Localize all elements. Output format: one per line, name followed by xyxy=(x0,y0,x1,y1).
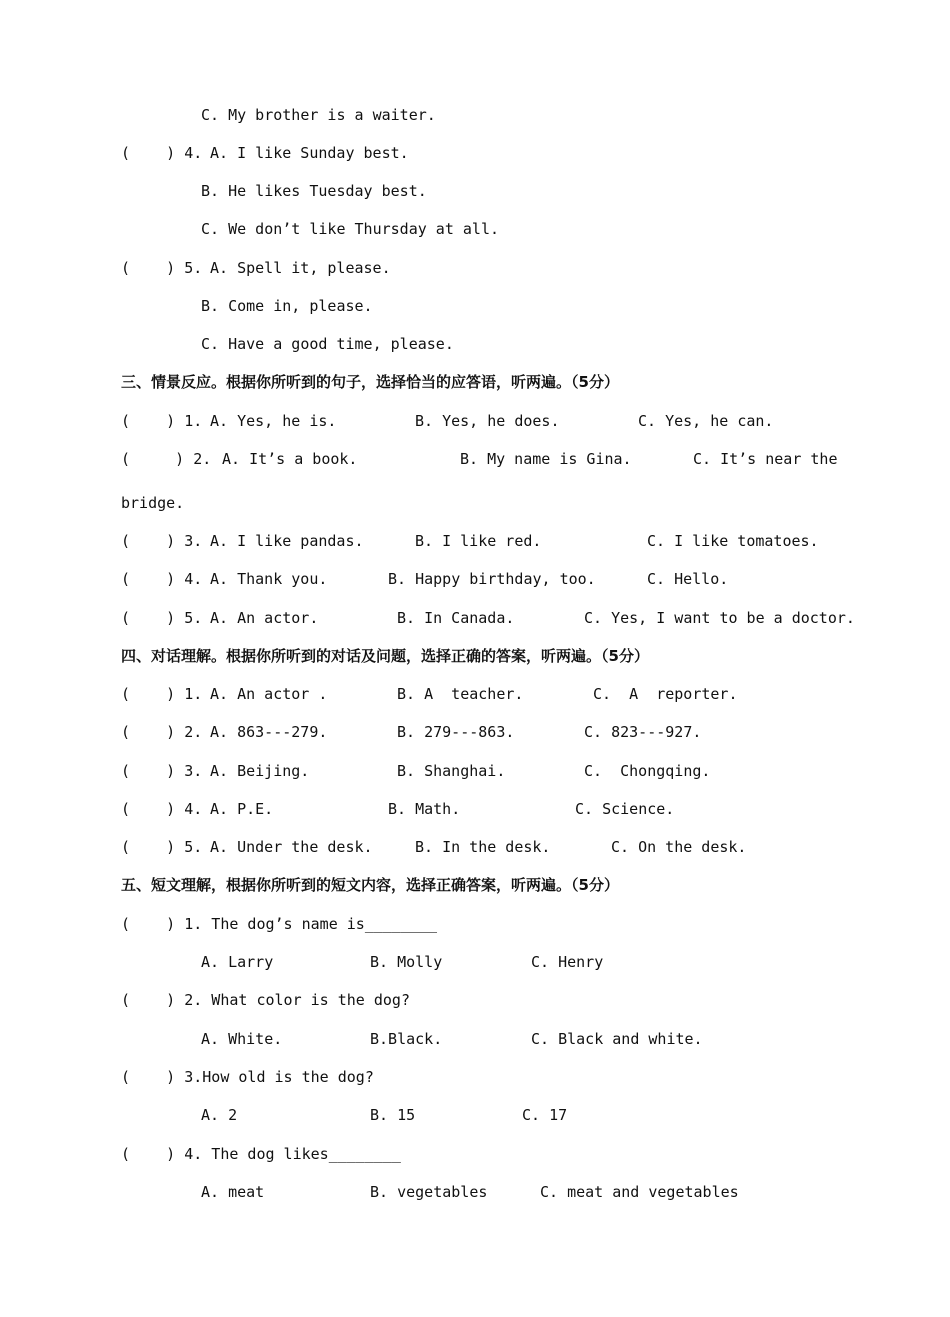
s5-q1-stem: ( ) 1. The dog’s name is________ xyxy=(121,915,438,933)
s4-q1-option-b: B. A teacher. xyxy=(397,685,524,703)
s3-q3-bracket: ( ) 3. xyxy=(121,532,203,550)
s4-q3-option-c: C. Chongqing. xyxy=(584,762,711,780)
p2-q4-option-c: C. We don’t like Thursday at all. xyxy=(201,220,500,238)
section4-title: 四、对话理解。根据你所听到的对话及问题，选择正确的答案，听两遍。（5分） xyxy=(121,647,649,665)
s5-q1-option-c: C. Henry xyxy=(531,953,604,971)
s3-q2-option-b: B. My name is Gina. xyxy=(460,450,632,468)
s4-q3-option-b: B. Shanghai. xyxy=(397,762,506,780)
s4-q3-bracket: ( ) 3. xyxy=(121,762,203,780)
s3-q3-option-a: A. I like pandas. xyxy=(210,532,364,550)
section3-title: 三、情景反应。根据你所听到的句子，选择恰当的应答语，听两遍。（5分） xyxy=(121,373,619,391)
s3-q5-option-b: B. In Canada. xyxy=(397,609,515,627)
s4-q4-option-b: B. Math. xyxy=(388,800,461,818)
s5-q2-option-b: B.Black. xyxy=(370,1030,443,1048)
s5-q3-option-b: B. 15 xyxy=(370,1106,416,1124)
s5-q4-stem: ( ) 4. The dog likes________ xyxy=(121,1145,401,1163)
s4-q2-option-c: C. 823---927. xyxy=(584,723,702,741)
s4-q5-option-b: B. In the desk. xyxy=(415,838,551,856)
s5-q3-option-a: A. 2 xyxy=(201,1106,238,1124)
s5-q4-option-c: C. meat and vegetables xyxy=(540,1183,739,1201)
s3-q2-option-c: C. It’s near the xyxy=(693,450,838,468)
s3-q4-option-b: B. Happy birthday, too. xyxy=(388,570,596,588)
p2-q4-bracket: ( ) 4. xyxy=(121,144,203,162)
s3-q1-option-c: C. Yes, he can. xyxy=(638,412,774,430)
p2-q5-bracket: ( ) 5. xyxy=(121,259,203,277)
p2-q5-option-c: C. Have a good time, please. xyxy=(201,335,454,353)
s4-q3-option-a: A. Beijing. xyxy=(210,762,310,780)
p2-q4-option-b: B. He likes Tuesday best. xyxy=(201,182,427,200)
s4-q4-option-c: C. Science. xyxy=(575,800,675,818)
section5-title: 五、短文理解，根据你所听到的短文内容，选择正确答案，听两遍。（5分） xyxy=(121,876,619,894)
s3-q2-bracket: ( ) 2. xyxy=(121,450,212,468)
s4-q2-option-a: A. 863---279. xyxy=(210,723,328,741)
s3-q5-option-a: A. An actor. xyxy=(210,609,319,627)
s3-q5-bracket: ( ) 5. xyxy=(121,609,203,627)
s3-q1-option-b: B. Yes, he does. xyxy=(415,412,560,430)
s5-q2-option-a: A. White. xyxy=(201,1030,283,1048)
s5-q1-option-b: B. Molly xyxy=(370,953,443,971)
s4-q4-bracket: ( ) 4. xyxy=(121,800,203,818)
s4-q1-bracket: ( ) 1. xyxy=(121,685,203,703)
s3-q3-option-c: C. I like tomatoes. xyxy=(647,532,819,550)
s5-q1-option-a: A. Larry xyxy=(201,953,274,971)
s3-q1-option-a: A. Yes, he is. xyxy=(210,412,337,430)
p2-q5-option-a: A. Spell it, please. xyxy=(210,259,391,277)
s3-q2-option-c-continuation: bridge. xyxy=(121,494,185,512)
s4-q4-option-a: A. P.E. xyxy=(210,800,274,818)
s3-q4-option-a: A. Thank you. xyxy=(210,570,328,588)
s3-q2-option-a: A. It’s a book. xyxy=(222,450,358,468)
s5-q3-option-c: C. 17 xyxy=(522,1106,568,1124)
s3-q4-bracket: ( ) 4. xyxy=(121,570,203,588)
s5-q4-option-b: B. vegetables xyxy=(370,1183,488,1201)
s3-q5-option-c: C. Yes, I want to be a doctor. xyxy=(584,609,855,627)
s4-q5-option-a: A. Under the desk. xyxy=(210,838,373,856)
s4-q2-option-b: B. 279---863. xyxy=(397,723,515,741)
p2-q4-option-a: A. I like Sunday best. xyxy=(210,144,409,162)
s4-q5-bracket: ( ) 5. xyxy=(121,838,203,856)
s4-q1-option-c: C. A reporter. xyxy=(593,685,738,703)
s4-q2-bracket: ( ) 2. xyxy=(121,723,203,741)
s4-q1-option-a: A. An actor . xyxy=(210,685,328,703)
p2-q5-option-b: B. Come in, please. xyxy=(201,297,373,315)
s3-q3-option-b: B. I like red. xyxy=(415,532,542,550)
s4-q5-option-c: C. On the desk. xyxy=(611,838,747,856)
s3-q4-option-c: C. Hello. xyxy=(647,570,729,588)
s3-q1-bracket: ( ) 1. xyxy=(121,412,203,430)
s5-q2-option-c: C. Black and white. xyxy=(531,1030,703,1048)
s5-q2-stem: ( ) 2. What color is the dog? xyxy=(121,991,410,1009)
s5-q4-option-a: A. meat xyxy=(201,1183,265,1201)
s5-q3-stem: ( ) 3.How old is the dog? xyxy=(121,1068,374,1086)
p2-q3-option-c: C. My brother is a waiter. xyxy=(201,106,436,124)
